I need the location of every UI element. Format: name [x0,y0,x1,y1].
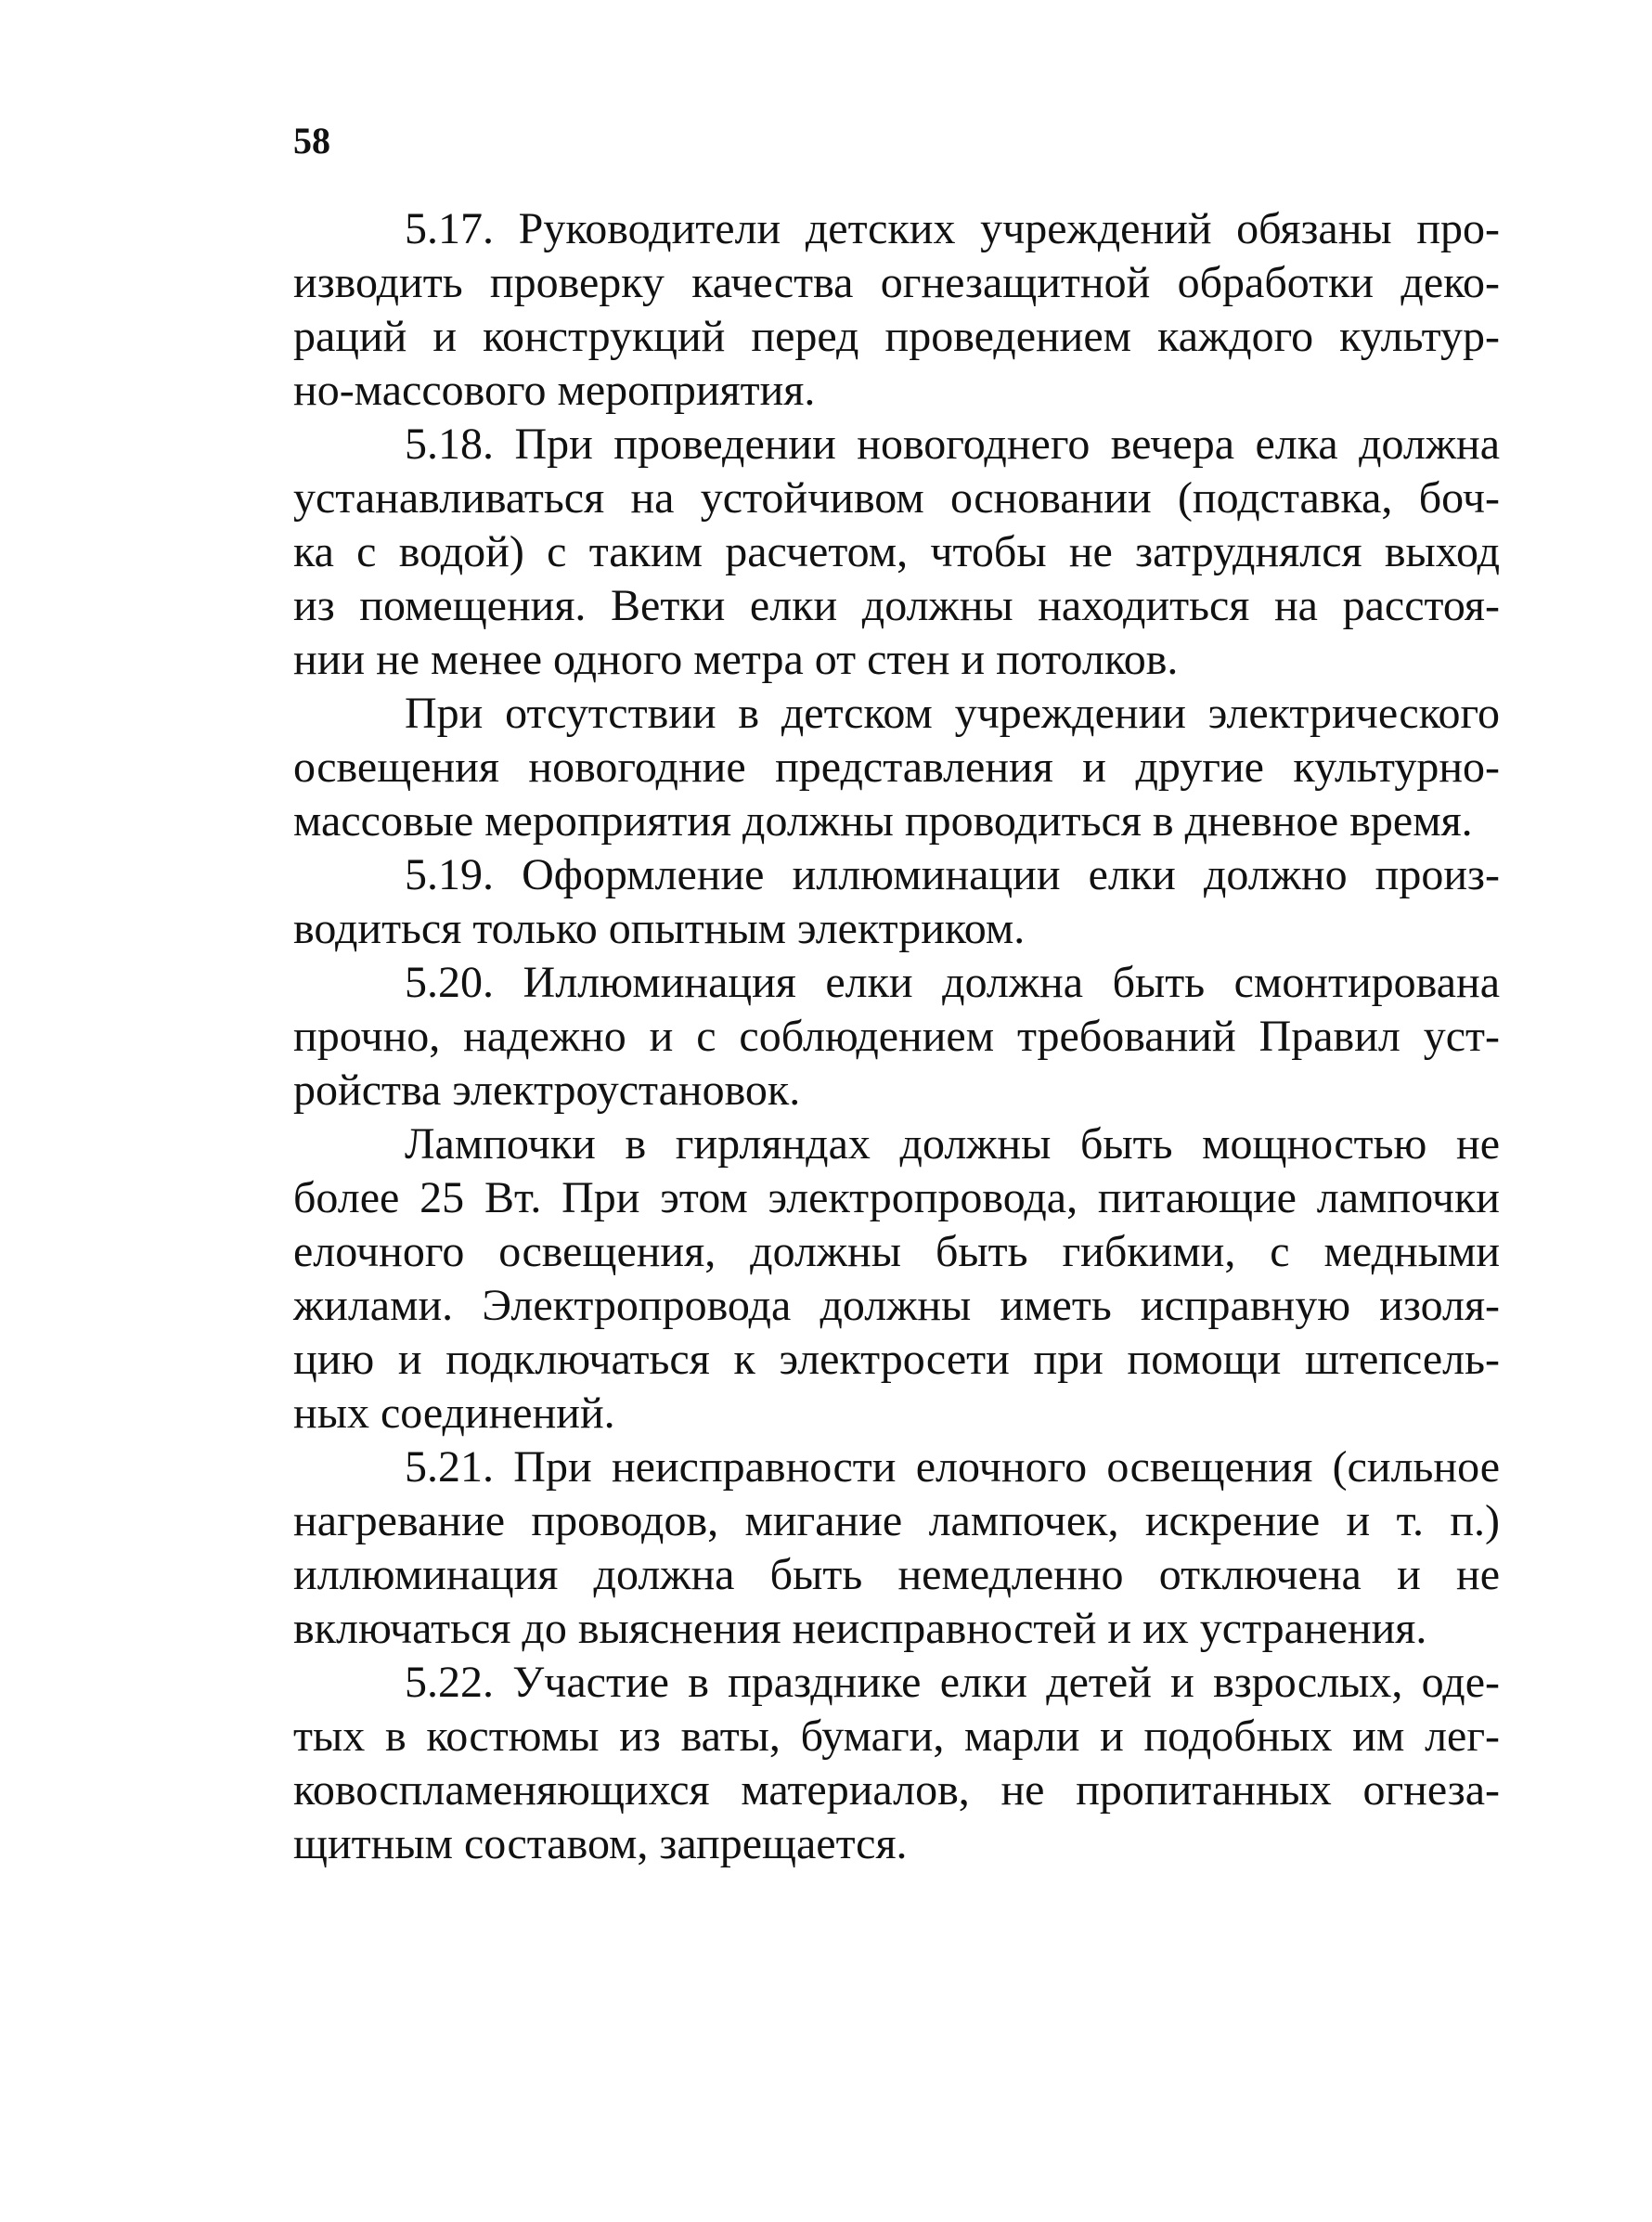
text-line: нагревание проводов, мигание лампочек, искрение и т. п.) [293,1496,1500,1545]
text-line: 5.17. Руководители детских учреждений обязаны про- [405,204,1500,253]
text-line: 5.21. При неисправности елочного освещения (сильное [405,1442,1500,1492]
text-line: раций и конструкций перед проведением каждого культур- [293,312,1500,361]
text-line: массовые мероприятия должны проводиться в дневное время. [293,796,1473,846]
text-line: жилами. Электропровода должны иметь исправную изоля- [293,1281,1500,1330]
text-line: щитным составом, запрещается. [293,1819,908,1868]
text-line: 5.20. Иллюминация елки должна быть смонтирована [405,958,1500,1007]
page-number: 58 [293,120,330,161]
text-line: При отсутствии в детском учреждении электрического [405,689,1500,738]
text-line: включаться до выяснения неисправностей и их устранения. [293,1604,1427,1653]
text-line: ных соединений. [293,1389,615,1438]
text-line: прочно, надежно и с соблюдением требований Правил уст- [293,1012,1500,1061]
text-line: 5.18. При проведении новогоднего вечера елка должна [405,420,1500,469]
text-line: ройства электроустановок. [293,1066,801,1115]
text-line: Лампочки в гирляндах должны быть мощностью не [405,1119,1500,1169]
text-line: но-массового мероприятия. [293,366,816,415]
text-line: из помещения. Ветки елки должны находиться на расстоя- [293,581,1500,630]
text-line: устанавливаться на устойчивом основании (подставка, боч- [293,473,1500,523]
text-line: елочного освещения, должны быть гибкими, с медными [293,1227,1500,1276]
text-line: цию и подключаться к электросети при помощи штепсель- [293,1335,1500,1384]
text-line: 5.19. Оформление иллюминации елки должно произ- [405,850,1500,899]
text-line: нии не менее одного метра от стен и потолков. [293,635,1179,684]
text-line: иллюминация должна быть немедленно отключена и не [293,1550,1500,1599]
text-line: водиться только опытным электриком. [293,904,1026,953]
page-body [293,202,1500,1871]
text-line: тых в костюмы из ваты, бумаги, марли и подобных им лег- [293,1712,1500,1761]
text-line: ковоспламеняющихся материалов, не пропитанных огнеза- [293,1765,1500,1815]
text-line: более 25 Вт. При этом электропровода, питающие лампочки [293,1173,1500,1222]
text-line: 5.22. Участие в празднике елки детей и взрослых, оде- [405,1658,1500,1707]
text-line: ка с водой) с таким расчетом, чтобы не затруднялся выход [293,527,1500,576]
text-line: освещения новогодние представления и другие культурно- [293,743,1500,792]
text-line: изводить проверку качества огнезащитной обработки деко- [293,258,1500,307]
